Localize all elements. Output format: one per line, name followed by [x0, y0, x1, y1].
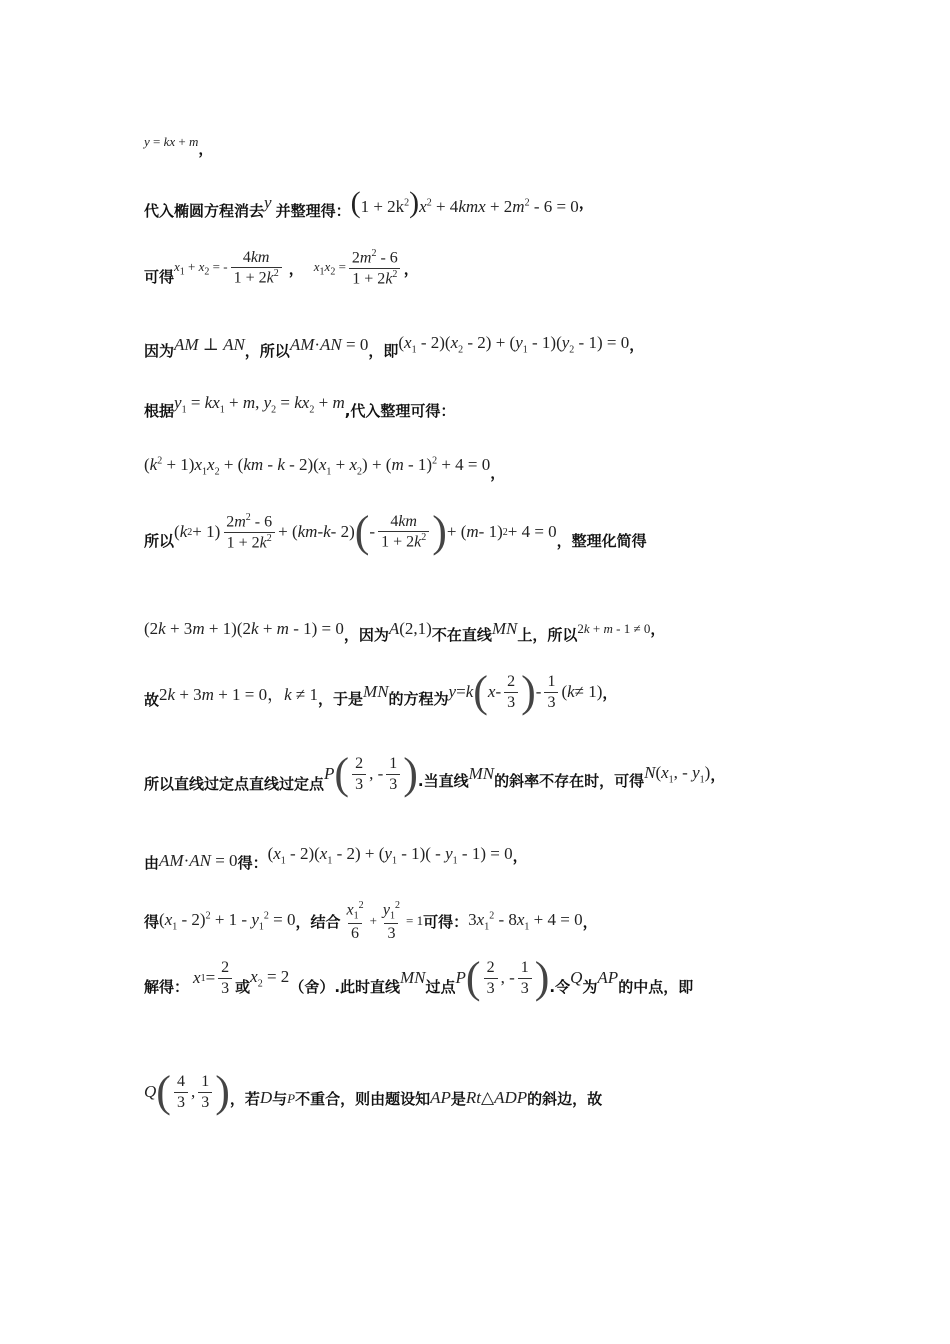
text: 为	[582, 977, 598, 996]
text: 解得：	[144, 977, 190, 996]
formula-line-mn: MN	[363, 682, 389, 701]
formula-point-a: A(2,1)	[388, 618, 432, 638]
formula-ellipse: $\frac{x_1^2}{6}$ + $\frac{y_1^2}{3}$ = 1	[346, 900, 424, 942]
line-2	[144, 184, 594, 221]
punct: ，	[403, 259, 419, 278]
text: 与	[272, 1089, 288, 1108]
text: 可得：	[423, 912, 469, 931]
text: 故	[144, 690, 160, 709]
punct: ，	[650, 620, 666, 638]
formula-point-p: P ( $\frac{2}{3}$ , - $\frac{1}{3}$ )	[324, 749, 418, 798]
formula-right-triangle: Rt△ADP	[465, 1088, 528, 1107]
line-7	[144, 507, 647, 556]
text: 得：	[237, 854, 268, 872]
text: 不重合，则由题设知	[295, 1089, 431, 1108]
text: ，于是	[318, 689, 364, 708]
formula-mn-equation: y = k ( x - $\frac{2}{3}$ ) - $\frac{1}{3}$ ( k ≠ 1)	[448, 667, 603, 716]
text: 的方程为	[388, 689, 449, 708]
formula-point-d: D	[259, 1088, 273, 1107]
line-12	[144, 900, 598, 943]
line-6	[144, 450, 505, 483]
punct: ，	[629, 336, 645, 354]
text: 的斜率不存在时，可得	[494, 771, 645, 790]
line-13	[144, 953, 694, 1002]
line-5	[144, 388, 455, 421]
formula-quadratic-x1: $3x_1^2 - 8x_1 + 4 = 0$	[468, 910, 583, 933]
punct: ，	[512, 847, 528, 865]
punct: ，	[602, 683, 618, 702]
line-10	[144, 749, 726, 798]
text: .令	[549, 977, 571, 996]
text: .当直线	[417, 771, 469, 790]
text: 并整理得：	[275, 202, 351, 220]
formula-solution-x2: $x_2 = 2$	[250, 966, 290, 990]
text: ，所以	[244, 342, 290, 360]
formula-substitution: $y_1 = kx_1 + m$, $y_2 = kx_2 + m$	[174, 393, 345, 416]
line-11	[144, 838, 528, 873]
text: 所以	[144, 531, 175, 550]
line-14	[144, 1067, 603, 1116]
text: 根据	[144, 402, 175, 420]
text: ，因为	[343, 626, 389, 644]
formula-combined: $(k^2 + 1)x_1x_2 + (km - k - 2)(x_1 + x_2) + (m - 1)^2 + 4 = 0$	[144, 455, 491, 478]
formula-line-mn: MN	[491, 618, 518, 638]
formula-fraction: $\frac{4km}{1 + 2k^2}$	[231, 248, 282, 288]
line-9	[144, 667, 618, 716]
formula-sum-roots: $x_1 + x_2$ = -	[174, 258, 228, 278]
text: 可得	[144, 267, 175, 286]
formula-dot-product: AM·AN = 0	[159, 850, 238, 870]
formula-solution-x1: x 1 = $\frac{2}{3}$	[193, 958, 235, 997]
text: 是	[450, 1089, 466, 1108]
formula-product-roots: $x_1x_2$ =	[313, 258, 346, 278]
formula-vertical-case: $(x_1 - 2)(x_1 - 2) + (y_1 - 1)( - y_1 - 1) = 0$	[267, 844, 513, 867]
formula-factored: (2k + 3m + 1)(2k + m - 1) = 0	[144, 618, 344, 638]
line-1	[144, 124, 213, 159]
formula-point-p: P ( $\frac{2}{3}$ , - $\frac{1}{3}$ )	[455, 953, 550, 1002]
line-4	[144, 328, 644, 361]
punct: ，	[710, 765, 726, 784]
formula-segment-ap: AP	[430, 1088, 451, 1107]
text: ，整理化简得	[556, 531, 647, 550]
text: 不在直线	[431, 626, 492, 644]
formula-point-q-coords: Q ( $\frac{4}{3}$ , $\frac{1}{3}$ )	[144, 1067, 230, 1116]
text: 代入椭圆方程消去	[144, 202, 265, 220]
text: （舍）.此时直线	[289, 977, 401, 996]
formula-perpendicular: AM ⊥ AN	[174, 334, 245, 354]
punct: ，	[198, 140, 214, 158]
formula-condition: 2k + 3m + 1 = 0，k ≠ 1	[159, 684, 319, 704]
formula-point-n: $N(x_1$, - $y_1$)	[644, 762, 711, 786]
text: ,代入整理可得：	[344, 402, 456, 420]
formula-dot-product: AM·AN = 0	[289, 334, 369, 354]
text: 或	[235, 977, 251, 996]
text: 所以直线过定点直线过定点	[144, 774, 325, 793]
text: 过点	[425, 977, 456, 996]
formula-var: y	[264, 192, 272, 212]
text: 得	[144, 912, 160, 931]
text: 上，所以	[517, 626, 578, 644]
formula-fraction: $\frac{2m^2 - 6}{1 + 2k^2}$	[349, 248, 401, 288]
formula-simplified: $(x_1 - 2)^2 + 1 - y_1^2 = 0$	[159, 910, 296, 933]
text: 的斜边，故	[527, 1089, 603, 1108]
formula-substituted: ( k 2 + 1) $\frac{2m^2 - 6}{1 + 2k^2}$ + ( km - k - 2) ( - $\frac{4km}{1 + 2k^2}$ ) + ( m - 1) 2 + 4 = 0	[174, 507, 557, 556]
punct: ，	[288, 259, 304, 278]
text: 由	[144, 854, 160, 872]
formula-segment-ap: AP	[597, 968, 619, 987]
formula-line-mn: MN	[468, 764, 495, 783]
line-8	[144, 612, 665, 645]
formula-line-mn: MN	[400, 968, 426, 987]
text: 的中点，即	[618, 977, 694, 996]
formula-line-equation: y = kx + m	[144, 133, 199, 149]
text: ，即	[368, 342, 399, 360]
punct: ，	[490, 464, 506, 482]
text: ，若	[229, 1089, 260, 1108]
punct: ，	[578, 194, 594, 212]
formula-point-q: Q	[570, 968, 583, 987]
line-3	[144, 248, 419, 288]
formula-point-p: P	[287, 1091, 296, 1106]
formula-quadratic: $(1 + 2k^2)x^2 + 4kmx + 2m^2 - 6 = 0$	[350, 185, 579, 219]
formula-expanded: $(x_1 - 2)(x_2 - 2) + (y_1 - 1)(y_2 - 1) = 0$	[398, 333, 630, 356]
text: ，结合	[295, 912, 341, 931]
formula-inequality: 2k + m - 1 ≠ 0	[577, 620, 651, 636]
punct: ，	[582, 912, 598, 931]
text: 因为	[144, 342, 175, 360]
